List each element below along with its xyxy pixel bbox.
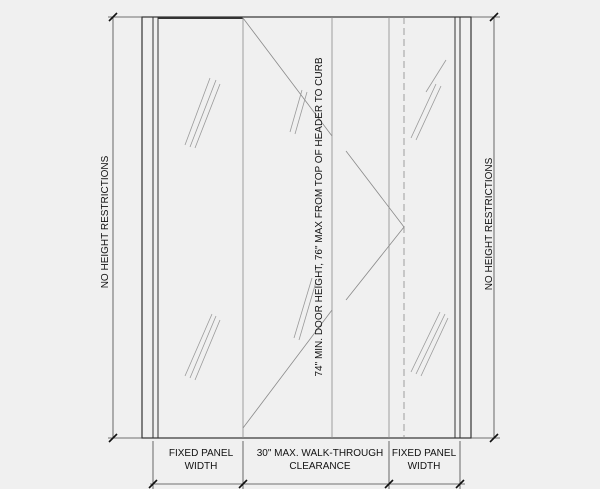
glass-glare-mark [185, 314, 220, 380]
fixed-panel-right-label-line2: WIDTH [407, 461, 441, 472]
door-height-label: 74" MIN. DOOR HEIGHT, 76" MAX FROM TOP OF HEADER TO CURB [314, 57, 325, 377]
door-swing-line [346, 227, 404, 300]
walkthrough-label-line2: CLEARANCE [289, 461, 351, 472]
left-height-label: NO HEIGHT RESTRICTIONS [100, 155, 111, 289]
walkthrough-label-line1: 30" MAX. WALK-THROUGH [256, 448, 384, 459]
glass-glare-mark [294, 278, 316, 340]
fixed-panel-right-label-line1: FIXED PANEL [391, 448, 457, 459]
glass-glare-mark [411, 312, 448, 376]
door-swing-line [346, 151, 404, 227]
fixed-panel-left-label-line2: WIDTH [184, 461, 218, 472]
glass-glare-mark [411, 60, 446, 140]
glass-glare-mark [290, 90, 307, 134]
left-height-dimension [108, 13, 142, 442]
fixed-panel-left-label-line1: FIXED PANEL [168, 448, 234, 459]
glass-glare-mark [185, 78, 220, 148]
right-height-label: NO HEIGHT RESTRICTIONS [484, 157, 495, 291]
